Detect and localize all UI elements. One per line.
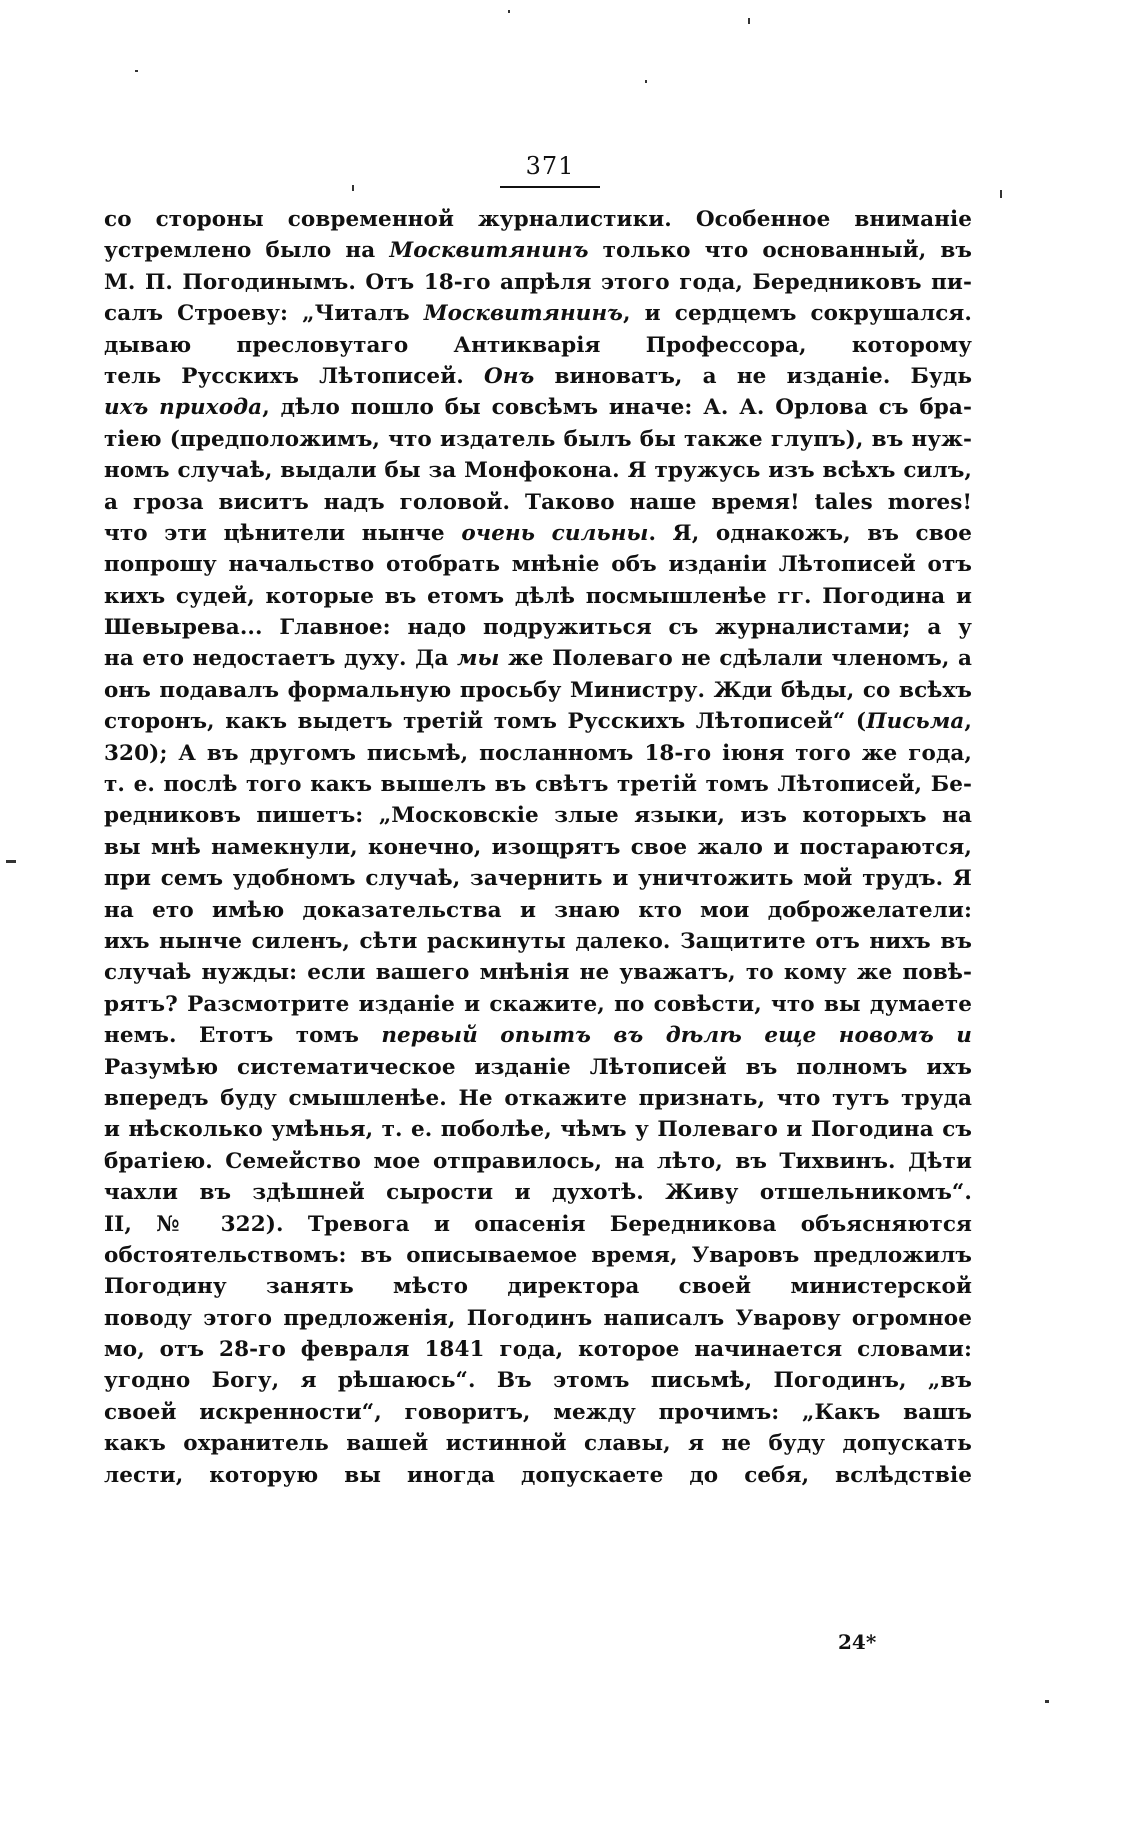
signature-mark: 24* <box>838 1630 877 1654</box>
text-line <box>104 1083 972 1114</box>
text-line <box>104 235 972 266</box>
text-run: братіею. Семейство мое отправилось, на лѣто, въ Тихвинъ. Дѣти <box>104 1148 972 1174</box>
text-line <box>104 1052 972 1083</box>
text-run: на ето имѣю доказательства и знаю кто мои доброжелатели: <box>104 897 972 923</box>
text-line <box>104 581 972 612</box>
italic-text: Письма <box>866 709 965 735</box>
text-line-content <box>104 552 972 580</box>
text-line <box>104 957 972 988</box>
text-line-content <box>104 490 972 518</box>
text-line-content <box>104 960 972 985</box>
header-rule <box>500 186 600 188</box>
scan-speck <box>1000 190 1002 198</box>
text-line-content <box>104 1149 972 1177</box>
text-line <box>104 926 972 957</box>
text-line <box>104 487 972 518</box>
text-run: Погодину занять мѣсто директора своей министерской <box>104 1274 972 1300</box>
text-line <box>104 989 972 1020</box>
text-run: 320); А въ другомъ письмѣ, посланномъ 18-го іюня того же года, <box>104 740 972 766</box>
text-line <box>104 518 972 549</box>
text-run: Шевырева... Главное: надо подружиться съ журналистами; а у <box>104 615 972 641</box>
text-run: , и сердцемъ сокрушался. <box>622 301 972 327</box>
text-line-content <box>104 1274 972 1302</box>
text-line <box>104 706 972 737</box>
text-line <box>104 738 972 769</box>
text-run: лести, которую вы иногда допускаете до себя, вслѣдствіе <box>104 1462 972 1488</box>
text-run: вы мнѣ намекнули, конечно, изощрятъ свое жало и постараются, <box>104 834 972 860</box>
page-number: 371 <box>525 152 575 180</box>
text-run: рятъ? Разсмотрите изданіе и скажите, по совѣсти, что вы думаете <box>104 991 972 1017</box>
text-line <box>104 267 972 298</box>
italic-text: мы <box>456 646 500 672</box>
text-line <box>104 1177 972 1208</box>
text-line <box>104 1428 972 1459</box>
text-run: обстоятельствомъ: въ описываемое время, Уваровъ предложилъ <box>104 1242 972 1268</box>
italic-text: ихъ прихода <box>104 395 263 421</box>
text-line-content <box>104 395 972 420</box>
text-run: , <box>964 709 972 735</box>
text-run: , дѣло пошло бы совсѣмъ иначе: А. А. Орлова съ бра- <box>262 395 972 421</box>
text-line-content <box>104 929 972 954</box>
text-line <box>104 1303 972 1334</box>
text-run: Разумѣю систематическое изданіе Лѣтописей въ полномъ ихъ <box>104 1054 972 1080</box>
text-line-content <box>104 835 972 860</box>
text-line-content <box>104 615 972 643</box>
text-line <box>104 1146 972 1177</box>
text-line-content <box>104 1463 972 1491</box>
text-run: т. е. послѣ того какъ вышелъ въ свѣтъ третій томъ Лѣтописей, Бе- <box>104 772 972 798</box>
text-line-content <box>104 709 972 737</box>
text-line-content <box>104 301 972 329</box>
text-line <box>104 424 972 455</box>
text-line-content <box>104 584 972 609</box>
text-line <box>104 1271 972 1302</box>
scan-speck <box>508 10 510 13</box>
text-line <box>104 643 972 674</box>
text-line <box>104 1365 972 1396</box>
text-line <box>104 1114 972 1145</box>
text-line-content <box>104 1086 972 1114</box>
scan-speck <box>135 70 138 72</box>
text-run: только что основанный, въ <box>602 238 972 264</box>
text-line <box>104 1460 972 1491</box>
text-line <box>104 1020 972 1051</box>
text-line <box>104 392 972 423</box>
text-run: виноватъ, а не изданіе. Будь <box>554 363 972 389</box>
text-line-content <box>104 521 972 549</box>
text-run: же Полеваго не сдѣлали членомъ, а <box>499 646 972 672</box>
body-text <box>104 204 972 1491</box>
text-run: салъ Строеву: „Читалъ <box>104 301 424 327</box>
text-line <box>104 832 972 863</box>
text-run: и нѣсколько умѣнья, т. е. поболѣе, чѣмъ у Полеваго и Погодина съ <box>104 1117 972 1143</box>
text-line-content <box>104 270 972 295</box>
text-run: своей искренности“, говоритъ, между прочимъ: „Какъ вашъ <box>104 1399 972 1425</box>
text-run: редниковъ пишетъ: „Московскіе злые языки, изъ которыхъ на <box>104 803 972 829</box>
text-line-content <box>104 427 972 452</box>
text-run: мо, отъ 28-го февраля 1841 года, которое начинается словами: <box>104 1337 972 1363</box>
italic-text: Москвитянинъ <box>389 238 589 264</box>
text-line-content <box>104 1023 972 1051</box>
text-run: при семъ удобномъ случаѣ, зачернить и уничтожить мой трудъ. Я <box>104 866 972 892</box>
text-run: какъ охранитель вашей истинной славы, я не буду допускать <box>104 1431 972 1457</box>
text-line <box>104 549 972 580</box>
text-line-content <box>104 898 972 926</box>
text-run: дываю пресловутаго Антикварія Профессора, которому <box>104 332 972 358</box>
text-run: сторонъ, какъ выдетъ третій томъ Русскихъ Лѣтописей“ ( <box>104 709 867 735</box>
text-run: ихъ нынче силенъ, сѣти раскинуты далеко. Защитите отъ нихъ въ <box>104 928 972 954</box>
text-run: угодно Богу, я рѣшаюсь“. Въ этомъ письмѣ, Погодинъ, „въ <box>104 1368 972 1394</box>
italic-text: Онъ <box>483 363 535 389</box>
text-line <box>104 330 972 361</box>
text-line-content <box>104 803 972 831</box>
text-run: кихъ судей, которые въ етомъ дѣлѣ посмышленѣе гг. Погодина и <box>104 583 972 609</box>
text-line-content <box>104 646 972 671</box>
text-line-content <box>104 1243 972 1271</box>
italic-text: очень сильны <box>461 520 649 546</box>
text-line <box>104 204 972 235</box>
text-line-content <box>104 238 972 266</box>
scan-speck <box>645 80 647 83</box>
text-line-content <box>104 458 972 483</box>
text-line-content <box>104 333 972 361</box>
text-run: М. П. Погодинымъ. Отъ 18-го апрѣля этого года, Бередниковъ пи- <box>104 269 972 295</box>
text-line <box>104 1334 972 1365</box>
text-line-content <box>104 678 972 703</box>
scan-speck <box>1045 1700 1049 1703</box>
text-line <box>104 769 972 800</box>
text-line <box>104 895 972 926</box>
text-run: номъ случаѣ, выдали бы за Монфокона. Я тружусь изъ всѣхъ силъ, <box>104 458 972 484</box>
text-run: случаѣ нужды: если вашего мнѣнія не уважатъ, то кому же повѣ- <box>104 960 972 986</box>
text-line <box>104 800 972 831</box>
text-run: онъ подавалъ формальную просьбу Министру. Жди бѣды, со всѣхъ <box>104 677 972 703</box>
text-run: на ето недостаетъ духу. Да <box>104 646 457 672</box>
text-line-content <box>104 1400 972 1428</box>
scan-speck <box>748 18 750 24</box>
text-run: а гроза виситъ надъ головой. Таково наше время! tales mores! <box>104 489 972 515</box>
text-run: . Я, однакожъ, въ свое <box>648 520 972 546</box>
text-line-content <box>104 1055 972 1083</box>
text-line <box>104 298 972 329</box>
text-line-content <box>104 741 972 766</box>
text-line <box>104 863 972 894</box>
text-run: поводу этого предложенія, Погодинъ написалъ Уварову огромное <box>104 1305 972 1331</box>
text-run: впередъ буду смышленѣе. Не откажите признать, что тутъ труда <box>104 1085 972 1111</box>
text-line <box>104 455 972 486</box>
text-line <box>104 361 972 392</box>
text-line-content <box>104 1431 972 1459</box>
text-run: устремлено было на <box>104 238 390 264</box>
text-run: II, № 322). Тревога и опасенія Бередникова объясняются <box>104 1211 972 1237</box>
text-line-content <box>104 866 972 891</box>
text-line-content <box>104 1212 972 1240</box>
text-line <box>104 1397 972 1428</box>
text-run: попрошу начальство отобрать мнѣніе объ изданіи Лѣтописей отъ <box>104 552 972 578</box>
text-line-content <box>104 1368 972 1396</box>
italic-text: первый опытъ въ дѣлѣ еще новомъ и <box>381 1023 972 1049</box>
text-line-content <box>104 992 972 1020</box>
text-line <box>104 1209 972 1240</box>
text-run: со стороны современной журналистики. Особенное вниманіе <box>104 207 972 232</box>
italic-text: Москвитянинъ <box>423 301 623 327</box>
text-run: что эти цѣнители нынче <box>104 520 462 546</box>
scan-speck <box>6 860 16 863</box>
text-run: чахли въ здѣшней сырости и духотѣ. Живу отшельникомъ“. <box>104 1180 972 1206</box>
text-run: немъ. Етотъ томъ <box>104 1023 382 1049</box>
scan-speck <box>352 185 354 191</box>
text-line-content <box>104 1180 972 1208</box>
text-line-content <box>104 772 972 797</box>
text-run: тель Русскихъ Лѣтописей. <box>104 363 484 389</box>
text-line-content <box>104 207 972 235</box>
text-line <box>104 1240 972 1271</box>
text-line <box>104 675 972 706</box>
text-line <box>104 612 972 643</box>
text-line-content <box>104 364 972 392</box>
text-line-content <box>104 1117 972 1142</box>
text-line-content <box>104 1337 972 1365</box>
text-run: тіею (предположимъ, что издатель былъ бы также глупъ), въ нуж- <box>104 426 972 452</box>
text-line-content <box>104 1306 972 1334</box>
